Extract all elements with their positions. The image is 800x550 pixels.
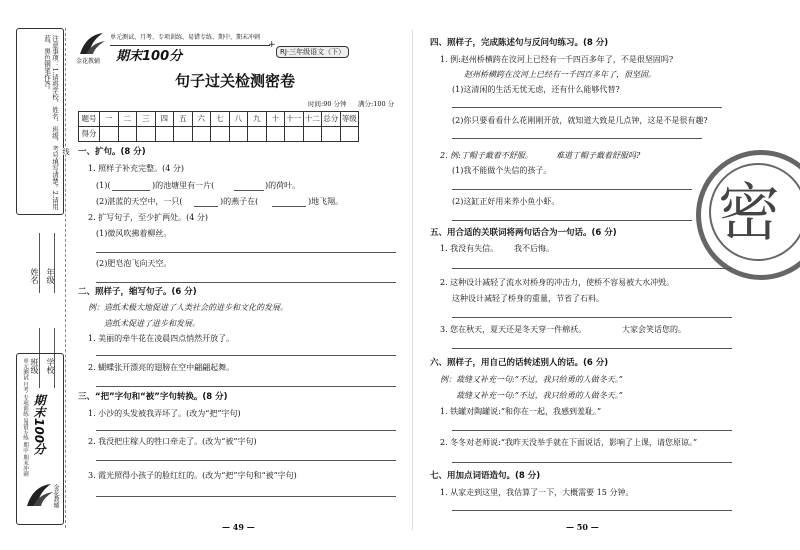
grade-field-line[interactable] (54, 233, 55, 293)
answer-line[interactable] (96, 460, 396, 461)
page-number-left: — 49 — (222, 522, 255, 532)
name-label: 姓名 (30, 268, 39, 284)
answer-line[interactable] (452, 317, 732, 318)
score-header-cell: 四 (155, 112, 174, 127)
score-cell[interactable] (266, 127, 285, 142)
section-2-title: 二、照样子，缩写句子。(6 分) (78, 287, 197, 297)
binding-sidebar (2, 28, 70, 528)
total-score: 满分:100 分 (358, 100, 395, 108)
score-header-cell: 七 (211, 112, 230, 127)
answer-line[interactable] (96, 355, 396, 356)
score-cell[interactable] (229, 127, 248, 142)
s5-q2a: 2. 这种设计减轻了流水对桥身的冲击力，使桥不容易被大水冲毁。 (440, 278, 675, 287)
s6-q2: 2. 冬冬对老师说:“我昨天没举手就在下面说话，影响了上课，请您原谅。” (440, 438, 698, 447)
header-rule (110, 45, 270, 46)
s5-q2b: 这种设计减轻了桥身的重量，节省了石料。 (452, 294, 604, 303)
section-3-title: 三、“把”字句和“被”字句转换。(8 分) (78, 392, 228, 402)
s4-example-3a: 2. 例:丁帽子戴着不舒服。 (440, 151, 533, 160)
q1-2: 2. 扩写句子，至少扩两处。(4 分) (88, 213, 209, 222)
score-cell[interactable] (100, 127, 119, 142)
brand-name: 期末100分 (116, 49, 183, 64)
s2-example-answer: 造纸术促进了进步和发展。 (104, 319, 200, 328)
blank-3[interactable] (194, 206, 218, 207)
s4-q3: (1)我不能做个失信的孩子。 (452, 166, 552, 175)
answer-line[interactable] (452, 430, 732, 431)
cut-line-label: 线 (62, 148, 70, 155)
score-cell[interactable] (340, 127, 359, 142)
answer-line[interactable] (452, 348, 732, 349)
brand-name-vertical: 期末100分 (32, 394, 46, 456)
section-5-title: 五、用合适的关联词将两句话合为一句话。(6 分) (430, 228, 617, 238)
school-label: 学校 (46, 358, 55, 374)
score-header-cell: 十一 (285, 112, 304, 127)
s5-q1b: 我不后悔。 (514, 244, 554, 253)
s2-q2: 2. 蝴蝶张开漂亮的翅膀在空中翩翩起舞。 (88, 363, 235, 372)
logo-icon (78, 32, 106, 56)
answer-line[interactable] (96, 430, 396, 431)
s7-q1: 1. 从家走到这里，我估算了一下，大概需要 15 分钟。 (440, 488, 634, 497)
header-tagline: 单元测试、月考、专项训练、易错专练、期中、期末冲刺 (110, 34, 261, 41)
score-header-cell: 总分 (322, 112, 341, 127)
s5-q3b: 大家会笑话您的。 (622, 325, 686, 334)
s3-q2: 2. 我没把庄稼人的牲口牵走了。(改为“被”字句) (88, 437, 257, 446)
s4-example-1: 1. 例:赵州桥横跨在洨河上已经有一千四百多年了，不是很坚固吗? (440, 55, 674, 64)
score-table-score-row (79, 127, 359, 142)
answer-line[interactable] (452, 220, 692, 221)
s5-q3a: 3. 您在秋天，夏天还是冬天穿一件棉袄。 (440, 325, 587, 334)
score-cell[interactable] (211, 127, 230, 142)
s4-q4: (2)这缸正好用来养小鱼小虾。 (452, 197, 560, 206)
q1-1b-part2: )的燕子在( (220, 197, 259, 206)
grade-label: 年级 (46, 268, 55, 284)
q1-1b-part3: )地飞翔。 (308, 197, 344, 206)
q1-2b: (2)肥皂泡飞向天空。 (96, 259, 172, 268)
answer-line[interactable] (452, 510, 732, 511)
s4-example-3b: 难道丁帽子戴着舒服吗? (556, 151, 641, 160)
answer-line[interactable] (96, 282, 396, 283)
page-number-right: — 50 — (566, 522, 599, 532)
logo-text: 金花教辅 (76, 58, 101, 65)
logo-text-vertical: 金花教辅 (52, 484, 59, 508)
blank-2[interactable] (234, 190, 264, 191)
q1-1a-part2: )的池塘里有一片( (152, 181, 215, 190)
score-table (78, 111, 359, 142)
score-header-cell: 二 (118, 112, 137, 127)
q1-1: 1. 照样子补充完整。(4 分) (88, 164, 185, 173)
score-table-header-row (79, 112, 359, 127)
score-header-cell: 五 (174, 112, 193, 127)
answer-line[interactable] (452, 189, 692, 190)
answer-line[interactable] (452, 268, 732, 269)
score-header-cell: 六 (192, 112, 211, 127)
s2-q1: 1. 美丽的牵牛花在凌晨四点悄然开放了。 (88, 334, 235, 343)
s5-q1a: 1. 我没有失信。 (440, 244, 499, 253)
s6-q1: 1. 铁罐对陶罐说:“和你在一起，我感到羞耻。” (440, 407, 602, 416)
score-header-cell: 题号 (79, 112, 100, 127)
score-cell[interactable] (303, 127, 322, 142)
s6-example-1: 例：裁缝又补充一句:“不过，我只给勇的人做冬天。” (440, 375, 623, 384)
brand-tagline-vertical: 单元测试 月考 专项训练 易错专练 期中 期末冲刺 (22, 358, 28, 477)
cut-dashed-line (65, 28, 66, 528)
s6-example-2: 裁缝又补充一句:“不过，我只给勇的人做冬天。” (456, 391, 623, 400)
class-label: 班级 (30, 358, 39, 374)
score-cell[interactable] (174, 127, 193, 142)
score-header-cell: 等级 (340, 112, 359, 127)
answer-line[interactable] (452, 138, 702, 139)
q1-1a-part3: )的荷叶。 (265, 181, 301, 190)
score-cell[interactable] (118, 127, 137, 142)
section-1-title: 一、扩句。(8 分) (78, 147, 146, 157)
section-4-title: 四、照样子，完成陈述句与反问句练习。(8 分) (430, 38, 609, 48)
answer-line[interactable] (452, 462, 732, 463)
blank-1[interactable] (112, 190, 150, 191)
s4-q1: (1)这清闲的生活无忧无虑，还有什么能够代替? (452, 85, 620, 94)
answer-line[interactable] (96, 252, 396, 253)
time-limit: 时间:90 分钟 (308, 100, 347, 108)
score-row-label: 得分 (79, 127, 100, 142)
section-6-title: 六、照样子，用自己的话转述别人的话。(6 分) (430, 358, 609, 368)
s3-q3: 3. 霞光照得小孩子的脸红红的。(改为“把”字句和“被”字句) (88, 471, 297, 480)
instructions-text: 注意事项：1.请将学校、姓名、班级、考号填写清楚。2.请用蓝、黑色钢笔作答。 (43, 35, 59, 210)
score-header-cell: 三 (137, 112, 156, 127)
score-header-cell: 十二 (303, 112, 322, 127)
s3-q1: 1. 小沙的头发被我弄坏了。(改为“把”字句) (88, 409, 241, 418)
s4-example-2: 赵州桥横跨在洨河上已经有一千四百多年了，很坚固。 (464, 70, 656, 79)
score-header-cell: 十 (266, 112, 285, 127)
s4-q2: (2)你只要看看什么花刚刚开放，就知道大致是几点钟，这是不是很有趣? (452, 116, 708, 125)
q1-1a-part1: (1)( (96, 181, 111, 190)
answer-line[interactable] (452, 107, 722, 108)
score-cell[interactable] (137, 127, 156, 142)
blank-4[interactable] (272, 206, 306, 207)
score-header-cell: 九 (248, 112, 267, 127)
plus-mark: + (268, 40, 276, 50)
score-cell[interactable] (285, 127, 304, 142)
answer-line[interactable] (96, 496, 396, 497)
confidential-stamp-char: 密 (718, 176, 781, 249)
instructions-box (16, 28, 64, 215)
q1-1b-part1: (2)湛蓝的天空中，一只( (96, 197, 183, 206)
score-cell[interactable] (192, 127, 211, 142)
answer-line[interactable] (96, 386, 396, 387)
q1-2a: (1)微风吹拂着柳丝。 (96, 229, 172, 238)
page-divider (412, 30, 413, 530)
score-cell[interactable] (322, 127, 341, 142)
score-header-cell: 一 (100, 112, 119, 127)
score-cell[interactable] (155, 127, 174, 142)
edition-badge: RJ·三年级语文（下） (276, 46, 349, 58)
brand-box (16, 353, 64, 525)
score-cell[interactable] (248, 127, 267, 142)
paper-title: 句子过关检测密卷 (175, 72, 296, 90)
section-7-title: 七、用加点词语造句。(8 分) (430, 471, 541, 481)
score-header-cell: 八 (229, 112, 248, 127)
s2-example: 例：造纸术极大地促进了人类社会的进步和文化的发展。 (88, 303, 288, 312)
name-field-line[interactable] (39, 233, 40, 293)
